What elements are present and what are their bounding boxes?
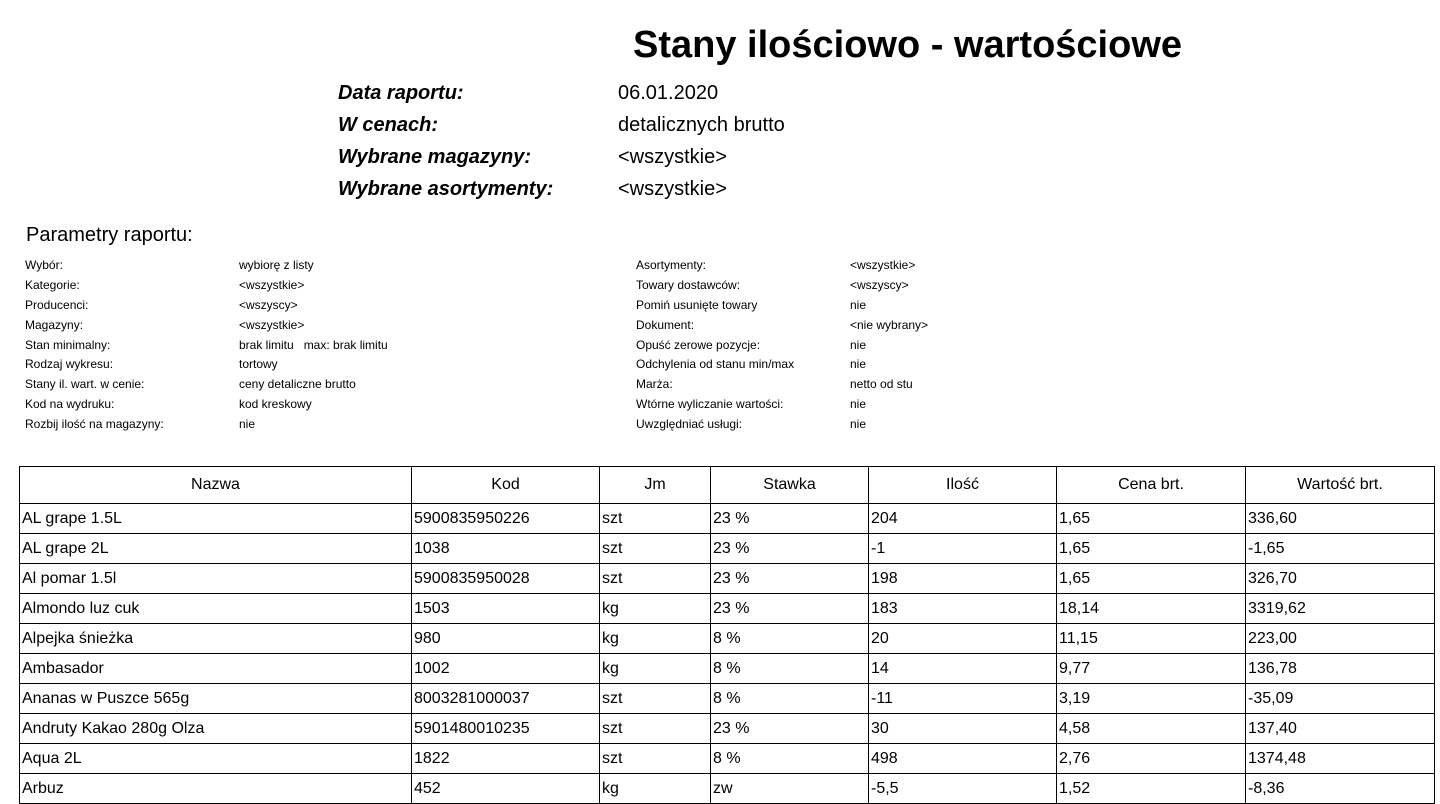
table-cell-col-code: 452 (412, 774, 600, 804)
param-value: netto od stu (850, 377, 913, 392)
table-cell-col-price: 1,52 (1057, 774, 1246, 804)
table-cell-col-vat: 23 % (711, 534, 869, 564)
table-cell-col-value: 336,60 (1246, 504, 1435, 534)
table-cell-col-name: Al pomar 1.5l (20, 564, 412, 594)
table-cell-col-value: 1374,48 (1246, 744, 1435, 774)
param-value: nie (239, 417, 256, 432)
param-label: Odchylenia od stanu min/max (636, 357, 795, 372)
table-cell-col-value: -1,65 (1246, 534, 1435, 564)
table-row (20, 594, 1435, 624)
table-cell-col-name: Ambasador (20, 654, 412, 684)
param-value: kod kreskowy (239, 397, 312, 412)
param-label: Pomiń usunięte towary (636, 297, 758, 312)
table-cell-col-value: 223,00 (1246, 624, 1435, 654)
table-cell-col-code: 1002 (412, 654, 600, 684)
param-value: <wszyscy> (239, 297, 298, 312)
table-cell-col-vat: 8 % (711, 744, 869, 774)
table-cell-col-unit: szt (600, 504, 711, 534)
param-value: tortowy (239, 357, 278, 372)
meta-label: Data raportu: (338, 82, 464, 104)
table-row (20, 684, 1435, 714)
table-cell-col-price: 9,77 (1057, 654, 1246, 684)
param-value: wybiorę z listy (239, 258, 314, 272)
table-cell-col-code: 5900835950226 (412, 504, 600, 534)
param-label: Magazyny: (25, 317, 84, 332)
table-cell-col-unit: szt (600, 744, 711, 774)
meta-label: Wybrane asortymenty: (338, 178, 554, 200)
table-cell-col-unit: szt (600, 564, 711, 594)
table-cell-col-price: 18,14 (1057, 594, 1246, 624)
table-cell-col-name: Andruty Kakao 280g Olza (20, 714, 412, 744)
table-cell-col-price: 1,65 (1057, 534, 1246, 564)
param-label: Asortymenty: (636, 258, 707, 272)
table-row (20, 534, 1435, 564)
column-header-col-code: Kod (412, 467, 600, 504)
param-value: <wszystkie> (239, 317, 305, 332)
column-header-col-value: Wartość brt. (1246, 467, 1435, 504)
param-label: Producenci: (25, 297, 89, 312)
table-cell-col-quantity: -11 (869, 684, 1057, 714)
param-value: ceny detaliczne brutto (239, 377, 356, 392)
table-cell-col-value: 326,70 (1246, 564, 1435, 594)
table-cell-col-price: 1,65 (1057, 564, 1246, 594)
param-label: Dokument: (636, 317, 695, 332)
table-cell-col-code: 5901480010235 (412, 714, 600, 744)
param-label: Rozbij ilość na magazyny: (25, 417, 164, 432)
table-cell-col-vat: 8 % (711, 654, 869, 684)
table-cell-col-vat: 8 % (711, 684, 869, 714)
param-label: Stan minimalny: (25, 337, 111, 352)
table-cell-col-code: 1822 (412, 744, 600, 774)
param-label: Uwzględniać usługi: (636, 417, 743, 432)
table-cell-col-value: -8,36 (1246, 774, 1435, 804)
table-cell-col-price: 11,15 (1057, 624, 1246, 654)
table-cell-col-code: 980 (412, 624, 600, 654)
param-value: nie (850, 357, 867, 372)
meta-value: <wszystkie> (618, 146, 727, 168)
param-value-extra: max: brak limitu (303, 337, 388, 352)
table-cell-col-value: 3319,62 (1246, 594, 1435, 624)
table-row (20, 744, 1435, 774)
params-title: Parametry raportu: (26, 224, 193, 246)
table-cell-col-price: 2,76 (1057, 744, 1246, 774)
table-cell-col-unit: szt (600, 684, 711, 714)
table-cell-col-quantity: 498 (869, 744, 1057, 774)
table-row (20, 714, 1435, 744)
table-row (20, 774, 1435, 804)
table-cell-col-vat: 23 % (711, 714, 869, 744)
param-label: Towary dostawców: (636, 277, 741, 292)
table-cell-col-name: Arbuz (20, 774, 412, 804)
table-cell-col-quantity: 204 (869, 504, 1057, 534)
table-cell-col-unit: kg (600, 624, 711, 654)
param-value: <wszystkie> (239, 277, 305, 292)
param-value: nie (850, 417, 867, 432)
table-cell-col-name: Alpejka śnieżka (20, 624, 412, 654)
table-cell-col-code: 1038 (412, 534, 600, 564)
table-cell-col-quantity: -5,5 (869, 774, 1057, 804)
meta-value: detalicznych brutto (618, 114, 785, 136)
table-cell-col-vat: 23 % (711, 504, 869, 534)
table-cell-col-value: -35,09 (1246, 684, 1435, 714)
table-cell-col-value: 137,40 (1246, 714, 1435, 744)
table-body (20, 504, 1435, 804)
table-cell-col-vat: 23 % (711, 564, 869, 594)
column-header-col-vat: Stawka (711, 467, 869, 504)
table-cell-col-price: 3,19 (1057, 684, 1246, 714)
param-label: Kod na wydruku: (25, 397, 115, 412)
table-cell-col-quantity: -1 (869, 534, 1057, 564)
table-row (20, 624, 1435, 654)
table-cell-col-name: AL grape 2L (20, 534, 412, 564)
table-cell-col-name: Aqua 2L (20, 744, 412, 774)
table-cell-col-unit: kg (600, 774, 711, 804)
param-label: Wtórne wyliczanie wartości: (636, 397, 784, 412)
table-cell-col-quantity: 198 (869, 564, 1057, 594)
meta-label: Wybrane magazyny: (338, 146, 532, 168)
table-cell-col-name: AL grape 1.5L (20, 504, 412, 534)
table-cell-col-unit: kg (600, 654, 711, 684)
param-value: <wszyscy> (850, 277, 909, 292)
param-value: nie (850, 337, 867, 352)
param-value: brak limitu (239, 337, 294, 352)
table-cell-col-quantity: 14 (869, 654, 1057, 684)
param-label: Marża: (636, 377, 673, 392)
report-title: Stany ilościowo - wartościowe (633, 24, 1183, 66)
table-cell-col-quantity: 20 (869, 624, 1057, 654)
table-cell-col-code: 8003281000037 (412, 684, 600, 714)
table-row (20, 504, 1435, 534)
table-cell-col-price: 1,65 (1057, 504, 1246, 534)
table-cell-col-vat: 8 % (711, 624, 869, 654)
table-cell-col-vat: zw (711, 774, 869, 804)
table-cell-col-quantity: 30 (869, 714, 1057, 744)
param-value: nie (850, 397, 867, 412)
column-header-col-name: Nazwa (20, 467, 412, 504)
meta-value: 06.01.2020 (618, 82, 719, 104)
column-header-col-unit: Jm (600, 467, 711, 504)
param-label: Rodzaj wykresu: (25, 357, 114, 372)
param-value: <wszystkie> (850, 258, 916, 272)
column-header-col-price: Cena brt. (1057, 467, 1246, 504)
meta-value: <wszystkie> (618, 178, 727, 200)
table-cell-col-name: Almondo luz cuk (20, 594, 412, 624)
param-label: Stany il. wart. w cenie: (25, 377, 145, 392)
stock-table (19, 466, 1435, 804)
param-label: Opuść zerowe pozycje: (636, 337, 761, 352)
table-cell-col-code: 5900835950028 (412, 564, 600, 594)
table-cell-col-vat: 23 % (711, 594, 869, 624)
table-cell-col-name: Ananas w Puszce 565g (20, 684, 412, 714)
column-header-col-quantity: Ilość (869, 467, 1057, 504)
param-label: Wybór: (25, 258, 63, 272)
param-value: nie (850, 297, 867, 312)
table-cell-col-unit: szt (600, 534, 711, 564)
table-cell-col-code: 1503 (412, 594, 600, 624)
table-cell-col-value: 136,78 (1246, 654, 1435, 684)
table-cell-col-quantity: 183 (869, 594, 1057, 624)
table-cell-col-price: 4,58 (1057, 714, 1246, 744)
table-cell-col-unit: kg (600, 594, 711, 624)
table-cell-col-unit: szt (600, 714, 711, 744)
table-row (20, 564, 1435, 594)
param-value: <nie wybrany> (850, 317, 929, 332)
table-row (20, 654, 1435, 684)
param-label: Kategorie: (25, 277, 80, 292)
meta-label: W cenach: (338, 114, 439, 136)
param-value-group (239, 338, 388, 352)
table-header-row (20, 467, 1435, 504)
